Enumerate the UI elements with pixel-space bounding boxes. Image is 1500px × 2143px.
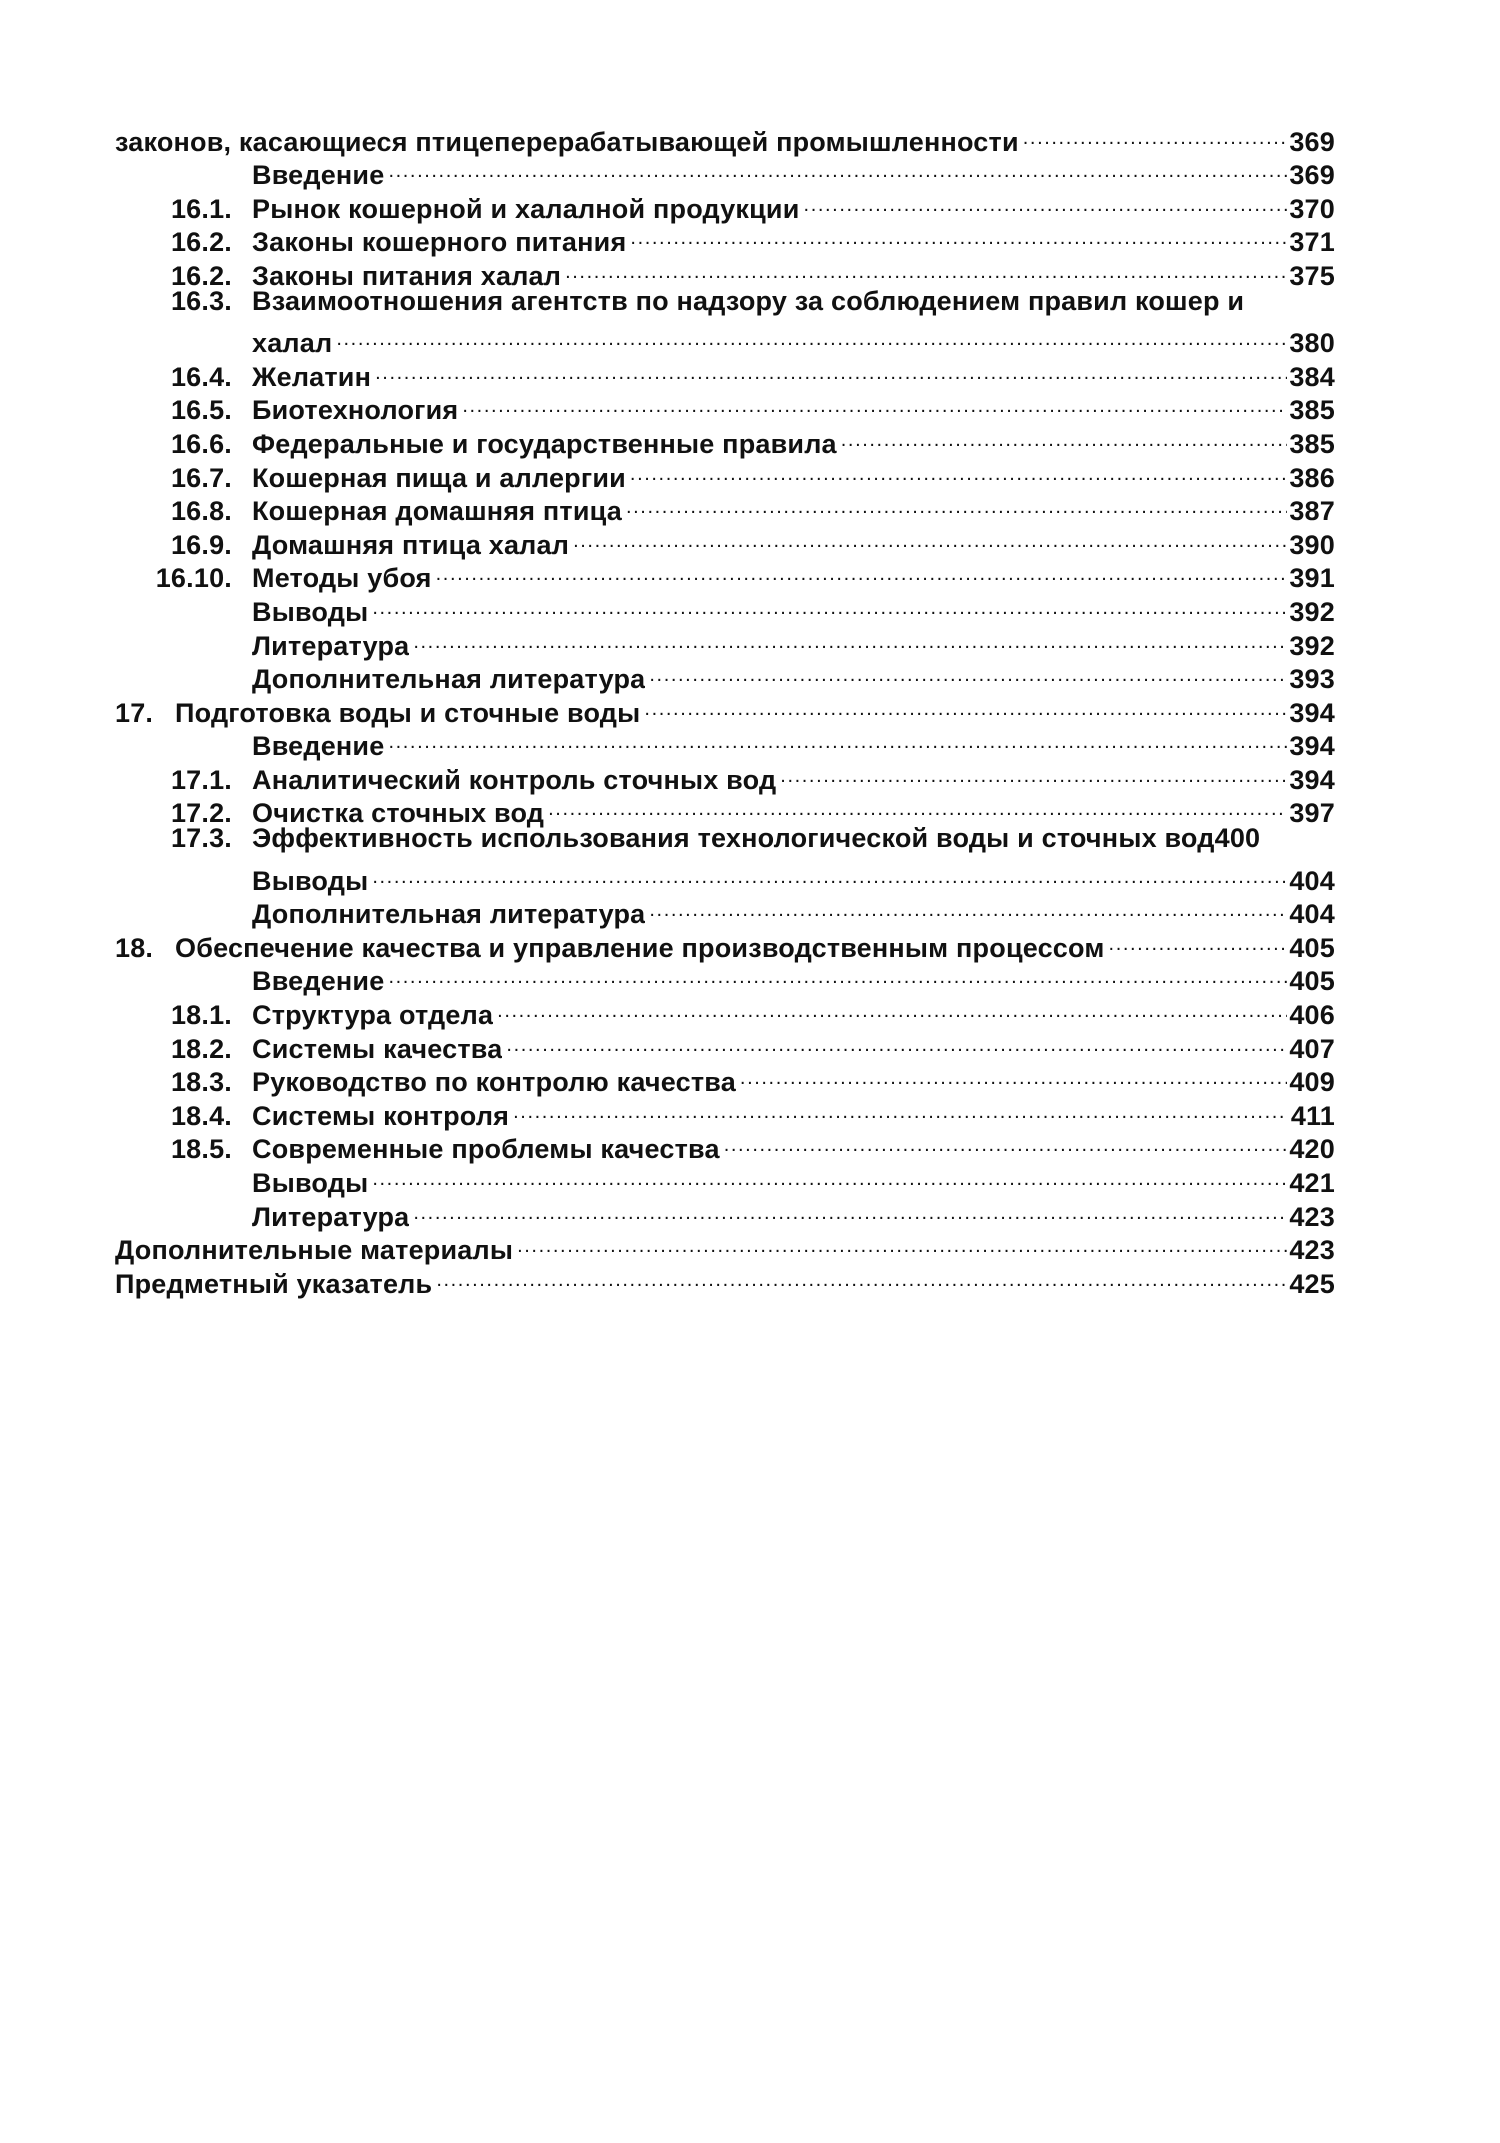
toc-entry-title: Выводы [252,865,369,896]
toc-entry-title: Желатин [252,361,372,392]
toc-entry-title: Дополнительная литература [252,899,646,930]
dot-leader [388,957,1287,991]
toc-page-number: 394 [1289,764,1335,795]
toc-entry-title: Рынок кошерной и халалной продукции [252,193,800,224]
toc-entry-title: Эффективность использования технологической воды и сточных вод [252,823,1215,854]
toc-page-number: 404 [1289,865,1335,896]
toc-page-number: 384 [1289,361,1335,392]
dot-leader [372,1158,1287,1192]
toc-section-number: 18.2. [170,1033,232,1064]
toc-page-number: 411 [1290,1100,1335,1131]
dot-leader [506,1024,1287,1058]
toc-entry-title: Предметный указатель [115,1268,433,1299]
dot-leader [1109,923,1287,957]
toc-page-number: 369 [1289,160,1335,191]
toc-section-number: 18.5. [170,1134,232,1165]
dot-leader [436,1259,1287,1293]
toc-page-number: 420 [1289,1134,1335,1165]
toc-page-number: 425 [1289,1268,1335,1299]
toc-section-number: 17.2. [170,798,232,829]
dot-leader [375,352,1287,386]
toc-entry-title: Выводы [252,596,369,627]
dot-leader [336,319,1287,353]
toc-entry-title: Федеральные и государственные правила [252,428,837,459]
toc-page-number: 404 [1289,899,1335,930]
toc-page-number: 392 [1289,596,1335,627]
dot-leader [513,1091,1287,1125]
toc-section-number: 16.1. [170,193,232,224]
toc-page-number: 370 [1289,193,1335,224]
toc-section-number: 18.4. [170,1100,232,1131]
toc-section-number: 18.3. [170,1067,232,1098]
toc-page-number: 394 [1289,731,1335,762]
toc-section-number: 16.9. [170,529,232,560]
toc-entry-title: Выводы [252,1168,369,1198]
toc-entry-title: Законы кошерного питания [252,227,627,258]
toc-entry-title: Биотехнология [252,395,459,426]
toc-entry-title: Руководство по контролю качества [252,1067,736,1098]
toc-entry [115,856,1335,896]
toc-entry [115,285,1335,319]
toc-entry [115,822,1335,856]
toc-entry [115,319,1335,359]
toc-entry-title: Введение [252,966,385,997]
dot-leader [413,621,1287,655]
toc-entry-title: Кошерная домашняя птица [252,496,622,527]
toc-entry-title: Современные проблемы качества [252,1134,720,1165]
dot-leader [565,251,1287,285]
toc-section-number: 16.2. [170,260,232,291]
dot-leader [413,1192,1287,1226]
toc-section-number: 17.1. [170,764,232,795]
toc-page-number: 392 [1289,630,1335,661]
toc-page-number: 423 [1289,1201,1335,1232]
dot-leader [630,453,1287,487]
toc-section-number: 18.1. [170,1000,232,1031]
toc-entry-title: Кошерная пища и аллергии [252,462,626,493]
dot-leader [644,688,1287,722]
toc-section-number: 16.4. [170,361,232,392]
dot-leader [462,386,1287,420]
toc-entry-title: Литература [252,1201,410,1232]
toc-section-number: 16.3. [170,285,232,316]
toc-page-number: 369 [1289,126,1335,157]
toc-entry-title: законов, касающиеся птицеперерабатывающей промышленности [115,126,1019,157]
toc-page-number: 391 [1289,563,1335,594]
toc-chapter-number: 17. [115,697,154,728]
dot-leader [388,722,1287,756]
toc-page-number: 387 [1289,496,1335,527]
toc-section-number: 16.5. [170,395,232,426]
dot-leader [724,1125,1287,1159]
toc-page-number: 397 [1289,798,1335,829]
toc-page-number: 375 [1289,260,1335,291]
toc-entry-title: Обеспечение качества и управление производственным процессом [175,932,1105,963]
toc-section-number: 16.6. [170,428,232,459]
toc-section-number: 17.3. [170,823,232,854]
dot-leader [497,990,1287,1024]
toc-page-number: 405 [1289,966,1335,997]
toc-page-number: 371 [1289,227,1335,258]
toc-entry-title: Введение [252,731,385,762]
toc-entry-title: Подготовка воды и сточные воды [175,697,641,728]
toc-entry-title: Структура отдела [252,1000,494,1031]
dot-leader [630,218,1287,252]
dot-leader [1023,117,1287,151]
toc-entry-title: Системы качества [252,1033,503,1064]
toc-page-number: 400 [1214,823,1261,854]
dot-leader [649,890,1287,924]
toc-entry-title: Аналитический контроль сточных вод [252,764,777,795]
dot-leader [573,520,1287,554]
toc-page-number: 409 [1289,1067,1335,1098]
dot-leader [740,1058,1287,1092]
dot-leader [780,755,1287,789]
toc-entry-title: Очистка сточных вод [252,798,545,829]
toc-chapter-number: 18. [115,932,154,963]
toc-page-number: 393 [1289,664,1335,695]
toc-section-number: 16.10. [155,563,232,594]
toc-page-number: 385 [1289,395,1335,426]
toc-page-number: 390 [1289,529,1335,560]
dot-leader [649,655,1287,689]
toc-page-number: 386 [1289,462,1335,493]
table-of-contents [115,117,1335,1299]
dot-leader [436,554,1287,588]
toc-entry-title: Дополнительная литература [252,664,646,695]
toc-entry-title: Литература [252,630,410,661]
toc-page-number: 380 [1289,328,1335,359]
dot-leader [372,856,1287,890]
dot-leader [388,151,1287,185]
dot-leader [517,1226,1287,1260]
dot-leader [804,184,1287,218]
toc-entry-title: Системы контроля [252,1100,510,1131]
toc-section-number: 16.8. [170,496,232,527]
toc-page-number: 423 [1289,1235,1335,1266]
toc-page-number: 385 [1289,428,1335,459]
dot-leader [841,419,1287,453]
dot-leader [548,789,1287,823]
toc-section-number: 16.2. [170,227,232,258]
toc-entry-title: Взаимоотношения агентств по надзору за соблюдением правил кошер и [252,285,1245,316]
toc-entry-title: халал [252,328,333,359]
toc-entry-title: Введение [252,160,385,191]
dot-leader [626,487,1287,521]
toc-page-number: 407 [1289,1033,1335,1064]
toc-entry-title: Законы питания халал [252,260,562,291]
toc-page-number: 421 [1289,1168,1335,1198]
dot-leader [372,587,1287,621]
toc-entry-title: Методы убоя [252,563,432,594]
toc-page-number: 394 [1289,697,1335,728]
toc-page-number: 406 [1289,1000,1335,1031]
toc-entry [115,117,1335,157]
toc-page-number: 405 [1289,932,1335,963]
toc-entry-title: Дополнительные материалы [115,1235,514,1266]
toc-entry-title: Домашняя птица халал [252,529,570,560]
toc-section-number: 16.7. [170,462,232,493]
